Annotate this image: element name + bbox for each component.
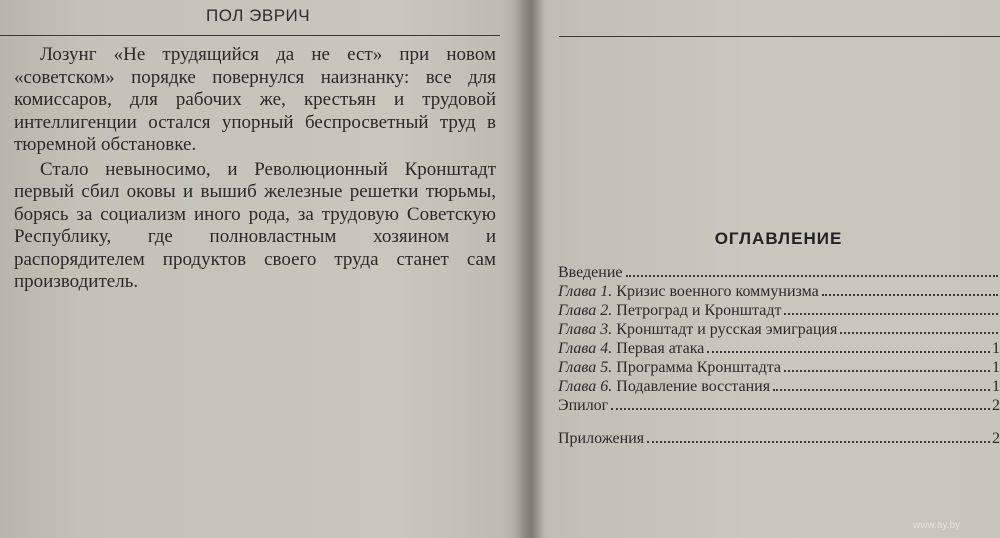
toc-entry-label	[558, 321, 837, 339]
dot-leader	[626, 275, 999, 277]
toc-entry	[558, 378, 1000, 397]
toc-entry	[558, 430, 1000, 449]
body-text	[14, 44, 496, 296]
toc-page-number: 2	[992, 430, 1000, 447]
right-page	[537, 0, 1000, 538]
toc-entry-title: Приложения	[558, 430, 645, 447]
table-of-contents	[558, 264, 1000, 449]
toc-entry-label	[558, 264, 623, 282]
dot-leader	[840, 332, 998, 334]
toc-entry	[558, 321, 1000, 340]
toc-title: ОГЛАВЛЕНИЕ	[714, 229, 843, 248]
toc-entry-title: Введение	[558, 264, 623, 281]
toc-entry-title: Первая атака	[616, 340, 705, 357]
toc-entry-title: Петроград и Кронштадт	[616, 302, 782, 319]
toc-entry-label	[558, 378, 770, 396]
toc-entry-label	[558, 397, 608, 415]
toc-entry	[558, 340, 1000, 359]
running-head	[0, 0, 500, 36]
dot-leader	[784, 370, 990, 372]
toc-entry	[558, 283, 1000, 302]
toc-entry-title: Подавление восстания	[616, 378, 771, 395]
toc-page-number: 1	[992, 340, 1000, 357]
paragraph: Лозунг «Не трудящийся да не ест» при новом «советском» порядке повернулся наизнанку: все для комиссаров, для рабочих же, крестьян и трудовой интеллигенции остался упорный беспросветный труд в тюремной обстановке.	[14, 44, 496, 155]
toc-entry-label	[558, 430, 644, 448]
toc-chapter-prefix: Глава 2.	[558, 302, 613, 319]
toc-entry	[558, 302, 1000, 321]
toc-chapter-prefix: Глава 3.	[558, 321, 613, 338]
dot-leader	[647, 441, 990, 443]
toc-entry	[558, 264, 1000, 283]
toc-chapter-prefix: Глава 1.	[558, 283, 613, 300]
dot-leader	[773, 389, 990, 391]
toc-entry-title: Эпилог	[558, 397, 609, 414]
header-rule	[559, 36, 1000, 37]
toc-chapter-prefix: Глава 5.	[558, 359, 613, 376]
toc-entry	[558, 397, 1000, 416]
toc-entry-title: Кронштадт и русская эмиграция	[616, 321, 838, 338]
toc-page-number: 2	[992, 397, 1000, 414]
dot-leader	[822, 294, 998, 296]
running-head-author: ПОЛ ЭВРИЧ	[206, 6, 311, 25]
dot-leader	[784, 313, 998, 315]
toc-page-number: 1	[992, 378, 1000, 395]
toc-entry-label	[558, 283, 819, 301]
toc-entry-label	[558, 359, 781, 377]
toc-chapter-prefix: Глава 6.	[558, 378, 613, 395]
paragraph: Стало невыносимо, и Революционный Кронштадт первый сбил оковы и вышиб железные решетки тюрьмы, борясь за социализм иного рода, за трудовую Советскую Республику, где полновластным хозяином и распорядителем продуктов своего труда станет сам производитель.	[14, 158, 496, 292]
toc-entry-label	[558, 302, 781, 320]
toc-entry-label	[558, 340, 704, 358]
dot-leader	[611, 408, 990, 410]
toc-entry-title: Программа Кронштадта	[616, 359, 781, 376]
toc-page-number: 1	[992, 359, 1000, 376]
watermark: www.ay.by	[913, 520, 961, 531]
toc-entry-title: Кризис военного коммунизма	[616, 283, 819, 300]
dot-leader	[707, 351, 990, 353]
toc-entry	[558, 359, 1000, 378]
toc-chapter-prefix: Глава 4.	[558, 340, 613, 357]
